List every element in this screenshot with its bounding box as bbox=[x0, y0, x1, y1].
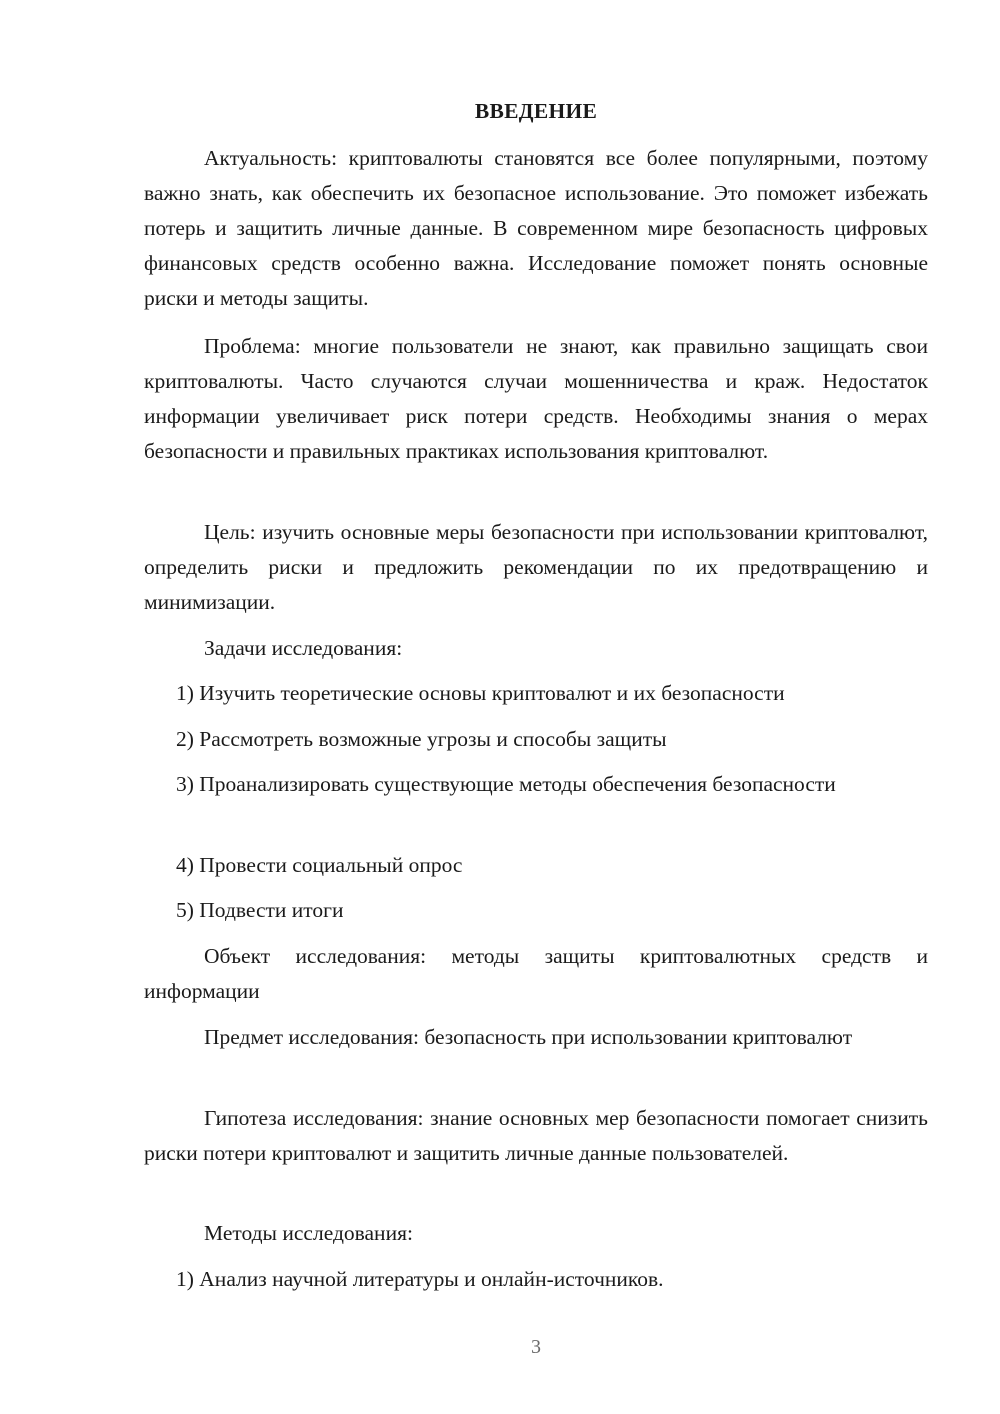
page-number: 3 bbox=[531, 1336, 541, 1358]
goal-paragraph: Цель: изучить основные меры безопасности при использовании криптовалют, определить риски и предложить рекомендации по их предотвращению и минимизации. bbox=[144, 520, 928, 614]
hypothesis-paragraph: Гипотеза исследования: знание основных мер безопасности помогает снизить риски потери криптовалют и защитить личные данные пользователей. bbox=[144, 1106, 928, 1165]
methods-heading: Методы исследования: bbox=[204, 1221, 413, 1245]
document-page bbox=[144, 0, 928, 1414]
subject-paragraph: Предмет исследования: безопасность при использовании криптовалют bbox=[204, 1025, 853, 1049]
task-item-1: 1) Изучить теоретические основы криптовалют и их безопасности bbox=[176, 681, 785, 705]
task-item-2: 2) Рассмотреть возможные угрозы и способы защиты bbox=[176, 727, 667, 751]
page-title: ВВЕДЕНИЕ bbox=[474, 99, 598, 123]
relevance-paragraph: Актуальность: криптовалюты становятся все более популярными, поэтому важно знать, как обеспечить их безопасное использование. Это поможет избежать потерь и защитить личные данные. В современном мире безопасность цифровых финансовых средств особенно важна. Исследование поможет понять основные риски и методы защиты. bbox=[144, 146, 928, 310]
problem-paragraph: Проблема: многие пользователи не знают, как правильно защищать свои криптовалюты. Часто случаются случаи мошенничества и краж. Недостаток информации увеличивает риск потери средств. Необходимы знания о мерах безопасности и правильных практиках использования криптовалют. bbox=[144, 334, 928, 463]
object-paragraph: Объект исследования: методы защиты криптовалютных средств и информации bbox=[144, 944, 928, 1003]
task-item-4: 4) Провести социальный опрос bbox=[176, 853, 463, 877]
method-item-1: 1) Анализ научной литературы и онлайн-источников. bbox=[176, 1267, 664, 1291]
task-item-3: 3) Проанализировать существующие методы обеспечения безопасности bbox=[176, 772, 836, 796]
tasks-heading: Задачи исследования: bbox=[204, 636, 403, 660]
task-item-5: 5) Подвести итоги bbox=[176, 898, 344, 922]
